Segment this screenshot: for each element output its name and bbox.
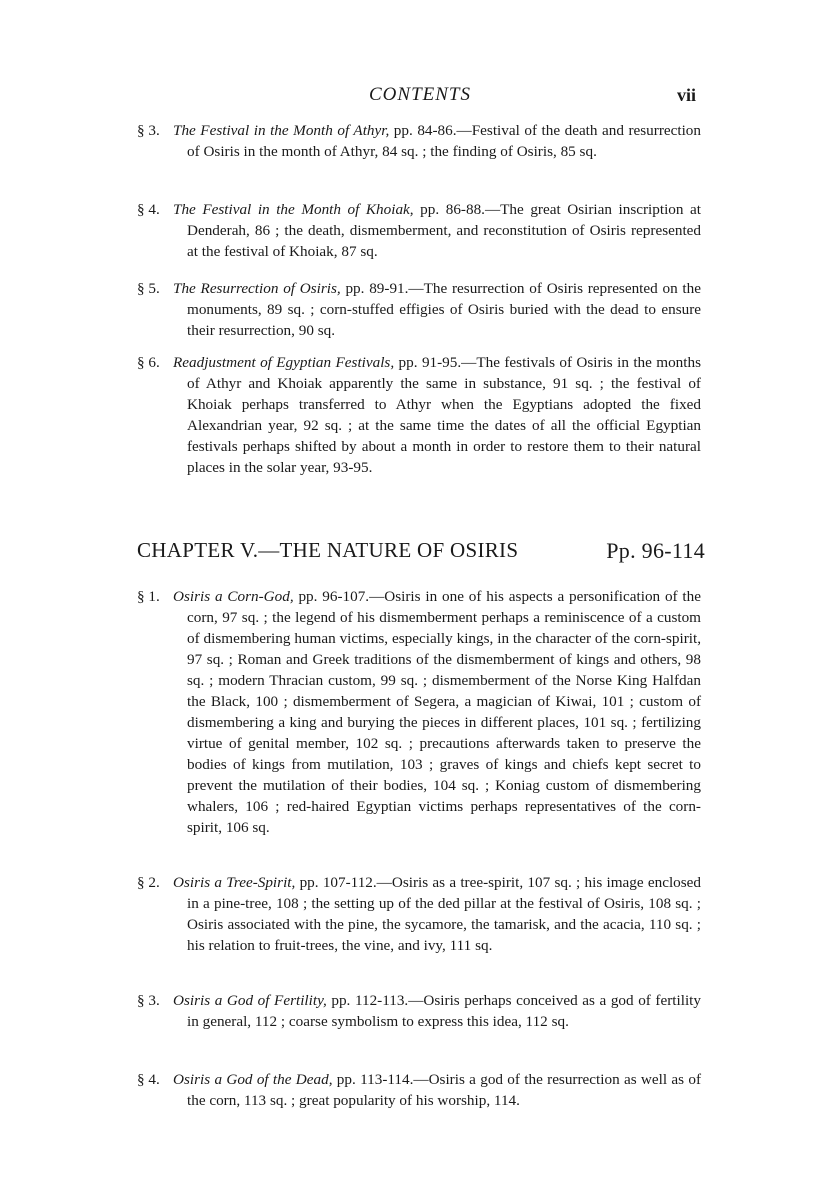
section-title: Osiris a God of the Dead, (173, 1071, 333, 1088)
section-title: Osiris a Corn-God, (173, 588, 294, 605)
section-summary: pp. 107-112.—Osiris as a tree-spirit, 107 sq. ; his image enclosed in a pine-tree, 108 ; the setting up of the ded pillar at the festival of Osiris, 108 sq. ; Osiris associated with the pine, the sycamore, the tamarisk, and the acacia, 110 sq. ; his relation to fruit-trees, the vine, and ivy, 111 sq. (187, 874, 701, 954)
entry-paragraph (137, 872, 701, 956)
section-number: § 3. (137, 992, 160, 1009)
running-head (140, 84, 700, 108)
section-title: Osiris a God of Fertility, (173, 992, 327, 1009)
running-head-title: CONTENTS (369, 84, 471, 105)
section-summary: pp. 112-113.—Osiris perhaps conceived as a god of fertility in general, 112 ; coarse symbolism to express this idea, 112 sq. (187, 992, 701, 1030)
section-summary: pp. 89-91.—The resurrection of Osiris represented on the monuments, 89 sq. ; corn-stuffed effigies of Osiris buried with the dead to ensure their resurrection, 90 sq. (187, 280, 701, 339)
section-entry (137, 199, 701, 262)
chapter-title: CHAPTER V.—THE NATURE OF OSIRIS (137, 538, 519, 562)
section-entry (137, 120, 701, 162)
section-summary: pp. 84-86.—Festival of the death and resurrection of Osiris in the month of Athyr, 84 sq. ; the finding of Osiris, 85 sq. (187, 122, 701, 160)
section-number: § 1. (137, 588, 160, 605)
section-summary: pp. 113-114.—Osiris a god of the resurrection as well as of the corn, 113 sq. ; great popularity of his worship, 114. (187, 1071, 701, 1109)
section-number: § 4. (137, 1071, 160, 1088)
section-title: Readjustment of Egyptian Festivals, (173, 354, 395, 371)
section-summary: pp. 86-88.—The great Osirian inscription at Denderah, 86 ; the death, dismemberment, and reconstitution of Osiris represented at the festival of Khoiak, 87 sq. (187, 201, 701, 260)
section-title: The Festival in the Month of Athyr, (173, 122, 390, 139)
section-number: § 6. (137, 354, 160, 371)
section-entry (137, 872, 701, 956)
section-number: § 3. (137, 122, 160, 139)
section-entry (137, 278, 701, 341)
section-entry (137, 1069, 701, 1111)
section-number: § 4. (137, 201, 160, 218)
entry-paragraph (137, 278, 701, 341)
section-title: The Resurrection of Osiris, (173, 280, 341, 297)
section-entry (137, 352, 701, 478)
chapter-heading (137, 538, 705, 574)
section-entry (137, 586, 701, 838)
section-title: The Festival in the Month of Khoiak, (173, 201, 414, 218)
section-summary: pp. 91-95.—The festivals of Osiris in the months of Athyr and Khoiak apparently the same in substance, 91 sq. ; the festival of Khoiak perhaps transferred to Athyr when the Egyptians adopted the fixed Alexandrian year, 92 sq. ; at the same time the dates of all the official Egyptian festivals perhaps shifted by about a month in order to restore them to their natural places in the solar year, 93-95. (187, 354, 702, 476)
entry-paragraph (137, 1069, 701, 1111)
entry-paragraph (137, 120, 701, 162)
entry-paragraph (137, 199, 701, 262)
entry-paragraph (137, 352, 701, 478)
entry-paragraph (137, 586, 701, 838)
entry-paragraph (137, 990, 701, 1032)
chapter-pages: Pp. 96-114 (606, 538, 705, 563)
section-summary: pp. 96-107.—Osiris in one of his aspects a personification of the corn, 97 sq. ; the legend of his dismemberment perhaps a reminiscence of a custom of dismembering human victims, especially kings, in the character of the corn-spirit, 97 sq. ; Roman and Greek traditions of the dismemberment of kings and others, 98 sq. ; modern Thracian custom, 99 sq. ; dismemberment of the Norse King Halfdan the Black, 100 ; dismemberment of Segera, a magician of Kiwai, 101 ; custom of dismembering a king and burying the pieces in different places, 101 sq. ; fertilizing virtue of genital member, 102 sq. ; precautions afterwards taken to preserve the bodies of kings from mutilation, 103 ; graves of kings and chiefs kept secret to prevent the mutilation of their bodies, 104 sq. ; Koniag custom of dismembering whalers, 106 ; red-haired Egyptian victims perhaps representatives of the corn-spirit, 106 sq. (187, 588, 701, 836)
page-number: vii (676, 85, 696, 105)
section-number: § 5. (137, 280, 160, 297)
section-number: § 2. (137, 874, 160, 891)
section-title: Osiris a Tree-Spirit, (173, 874, 296, 891)
section-entry (137, 990, 701, 1032)
